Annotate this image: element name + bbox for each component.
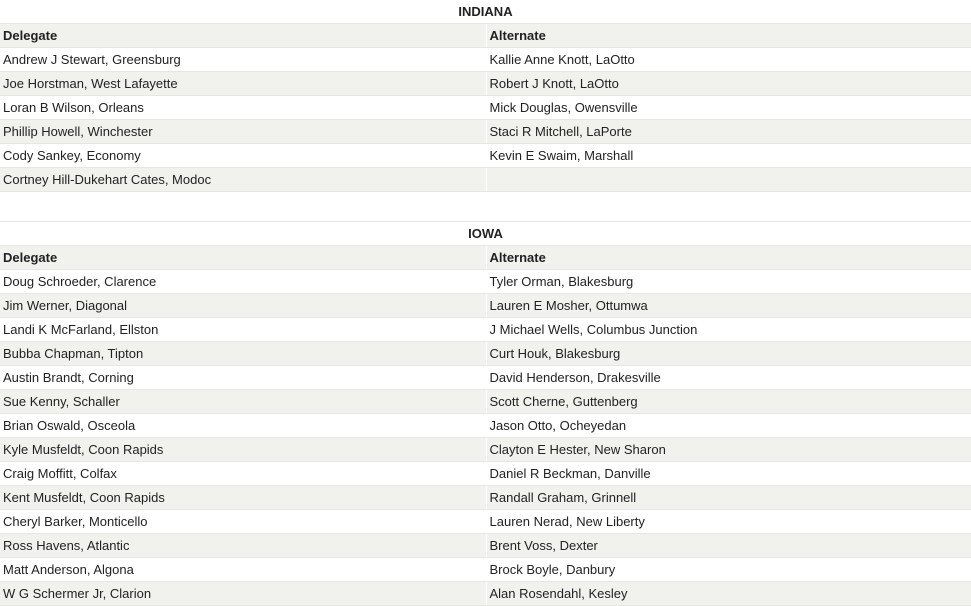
delegate-cell: Brian Oswald, Osceola (0, 414, 486, 438)
delegate-cell: Craig Moffitt, Colfax (0, 462, 486, 486)
table-row (0, 72, 971, 96)
alternate-cell: Alan Rosendahl, Kesley (486, 582, 971, 606)
table-row (0, 366, 971, 390)
table-header-row (0, 24, 971, 48)
alternate-cell: Brock Boyle, Danbury (486, 558, 971, 582)
table-row (0, 582, 971, 606)
delegate-cell: Cody Sankey, Economy (0, 144, 486, 168)
table-row (0, 294, 971, 318)
alternate-cell: Kallie Anne Knott, LaOtto (486, 48, 971, 72)
delegate-cell: Matt Anderson, Algona (0, 558, 486, 582)
delegate-cell: Kent Musfeldt, Coon Rapids (0, 486, 486, 510)
delegate-cell: W G Schermer Jr, Clarion (0, 582, 486, 606)
state-title: INDIANA (0, 0, 971, 24)
alternate-cell: Brent Voss, Dexter (486, 534, 971, 558)
alternate-cell: Scott Cherne, Guttenberg (486, 390, 971, 414)
delegate-cell: Joe Horstman, West Lafayette (0, 72, 486, 96)
table-row (0, 510, 971, 534)
alternate-cell: Robert J Knott, LaOtto (486, 72, 971, 96)
state-title: IOWA (0, 222, 971, 246)
table-title-row (0, 0, 971, 24)
column-header-delegate: Delegate (0, 246, 486, 270)
column-header-delegate: Delegate (0, 24, 486, 48)
table-row (0, 558, 971, 582)
alternate-cell: Lauren Nerad, New Liberty (486, 510, 971, 534)
alternate-cell: Kevin E Swaim, Marshall (486, 144, 971, 168)
delegate-cell: Bubba Chapman, Tipton (0, 342, 486, 366)
delegate-cell: Cheryl Barker, Monticello (0, 510, 486, 534)
table-row (0, 342, 971, 366)
alternate-cell: Randall Graham, Grinnell (486, 486, 971, 510)
table-row (0, 168, 971, 192)
delegate-cell: Andrew J Stewart, Greensburg (0, 48, 486, 72)
alternate-cell: Daniel R Beckman, Danville (486, 462, 971, 486)
delegate-cell: Cortney Hill-Dukehart Cates, Modoc (0, 168, 486, 192)
column-header-alternate: Alternate (486, 246, 971, 270)
delegate-cell: Landi K McFarland, Ellston (0, 318, 486, 342)
alternate-cell: Tyler Orman, Blakesburg (486, 270, 971, 294)
table-row (0, 438, 971, 462)
alternate-cell: Lauren E Mosher, Ottumwa (486, 294, 971, 318)
table-row (0, 120, 971, 144)
column-header-alternate: Alternate (486, 24, 971, 48)
iowa-table (0, 221, 971, 606)
table-row (0, 270, 971, 294)
table-row (0, 48, 971, 72)
alternate-cell: Clayton E Hester, New Sharon (486, 438, 971, 462)
alternate-cell: Jason Otto, Ocheyedan (486, 414, 971, 438)
delegate-cell: Doug Schroeder, Clarence (0, 270, 486, 294)
table-row (0, 390, 971, 414)
section-spacer (0, 192, 971, 221)
alternate-cell: Mick Douglas, Owensville (486, 96, 971, 120)
table-header-row (0, 246, 971, 270)
delegate-cell: Ross Havens, Atlantic (0, 534, 486, 558)
delegate-cell: Kyle Musfeldt, Coon Rapids (0, 438, 486, 462)
alternate-cell: J Michael Wells, Columbus Junction (486, 318, 971, 342)
alternate-cell (486, 168, 971, 192)
alternate-cell: Staci R Mitchell, LaPorte (486, 120, 971, 144)
alternate-cell: David Henderson, Drakesville (486, 366, 971, 390)
table-row (0, 144, 971, 168)
table-row (0, 96, 971, 120)
table-row (0, 462, 971, 486)
table-row (0, 414, 971, 438)
delegate-cell: Austin Brandt, Corning (0, 366, 486, 390)
table-row (0, 486, 971, 510)
delegate-cell: Sue Kenny, Schaller (0, 390, 486, 414)
delegate-cell: Phillip Howell, Winchester (0, 120, 486, 144)
table-row (0, 318, 971, 342)
table-row (0, 534, 971, 558)
delegate-cell: Jim Werner, Diagonal (0, 294, 486, 318)
indiana-table (0, 0, 971, 192)
alternate-cell: Curt Houk, Blakesburg (486, 342, 971, 366)
table-title-row (0, 222, 971, 246)
delegate-cell: Loran B Wilson, Orleans (0, 96, 486, 120)
